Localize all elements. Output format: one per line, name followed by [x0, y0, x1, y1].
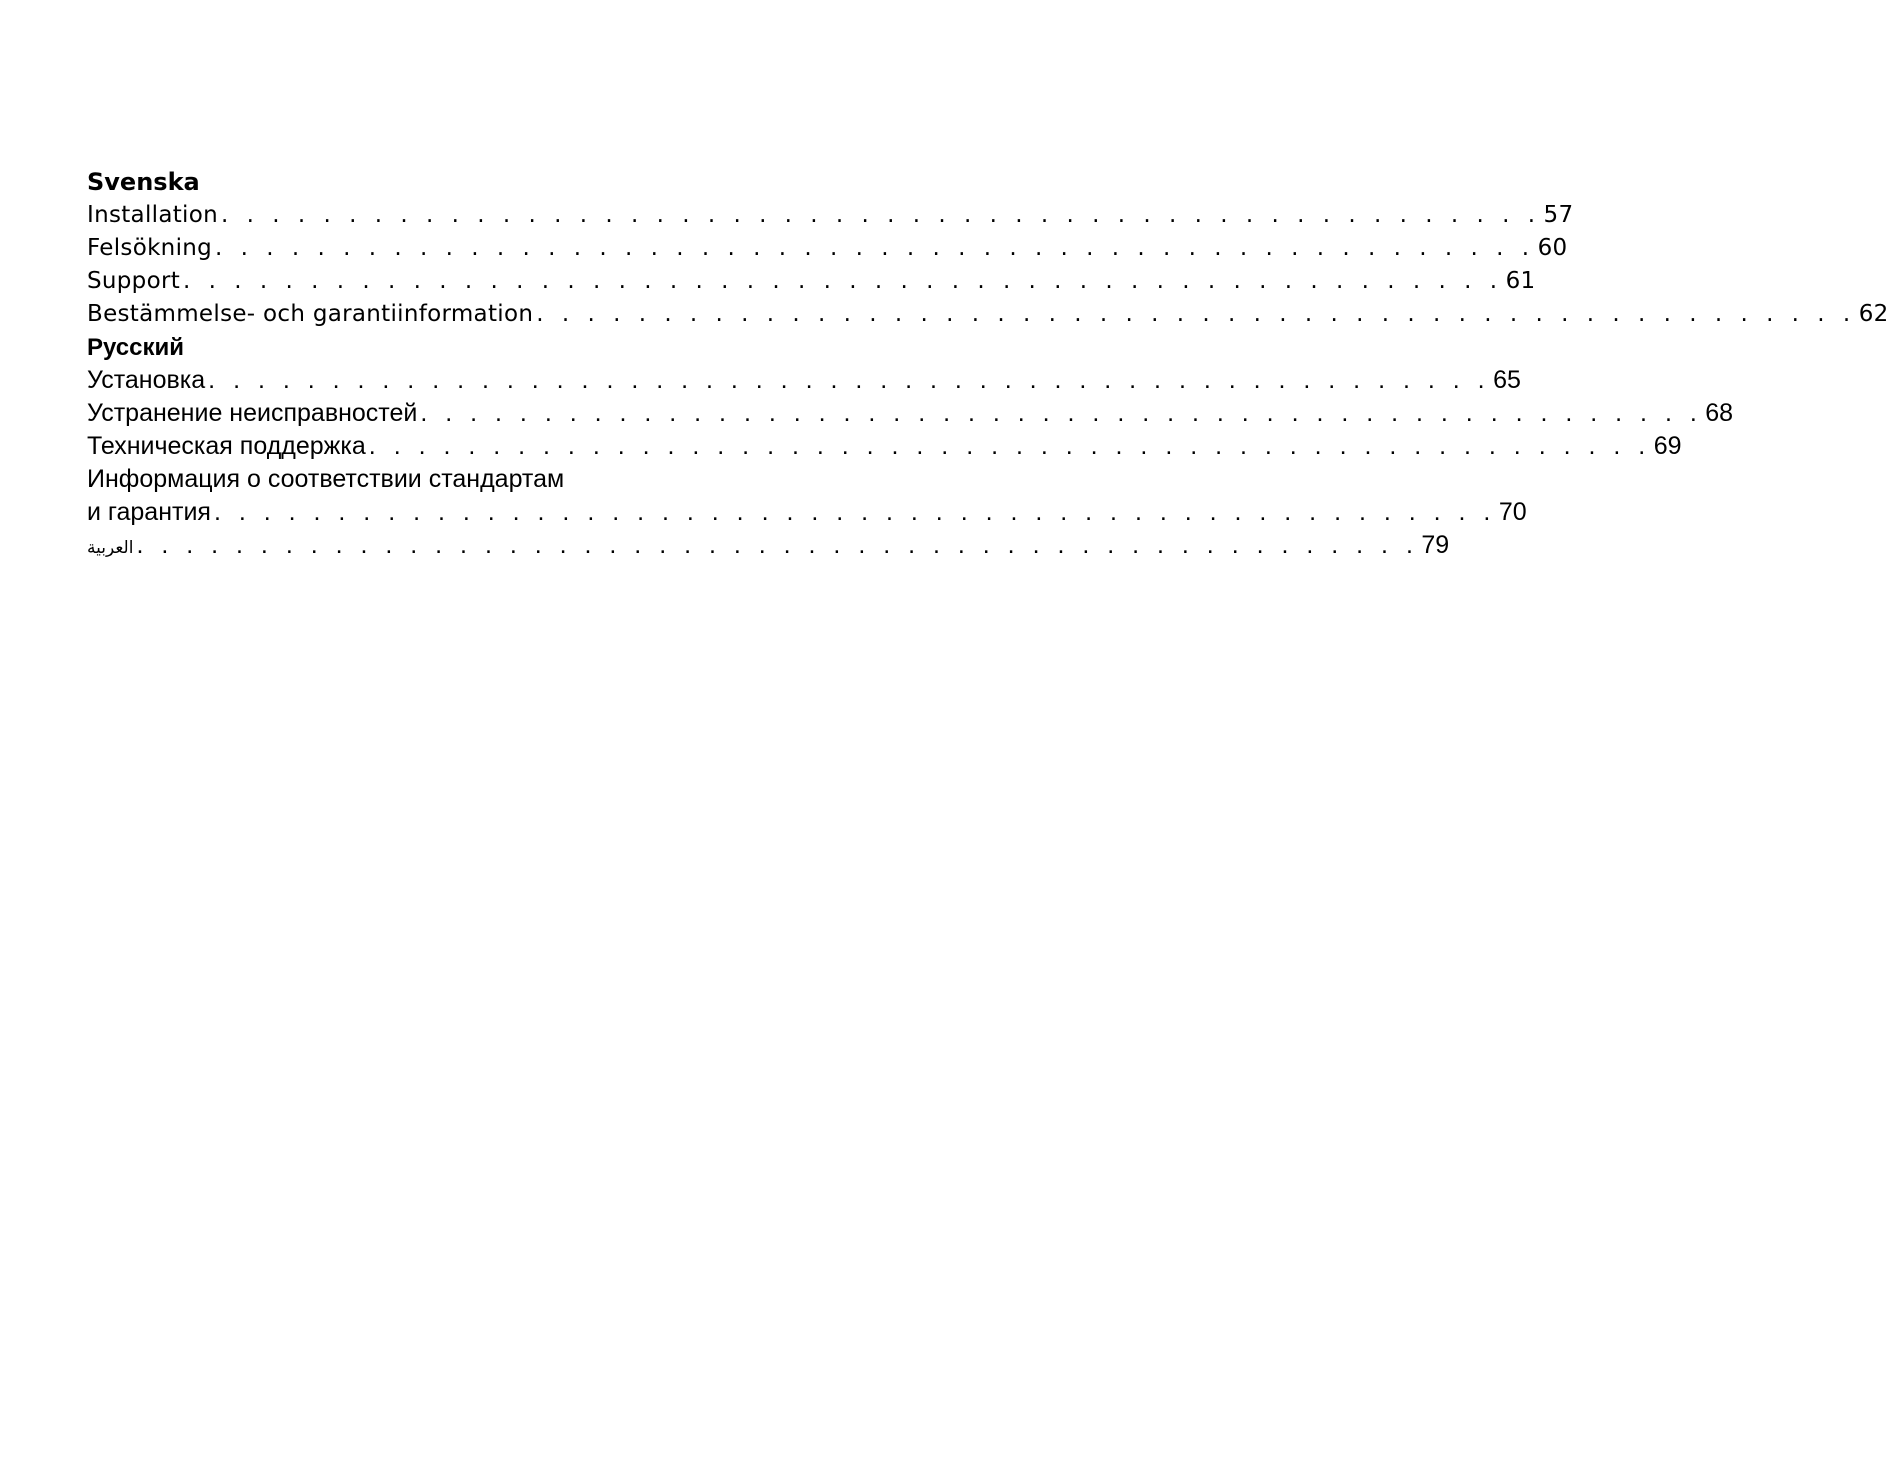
leader-dots: . . . . . . . . . . . . . . . . . . . . . . . . . . . . . . . . . . . . . . . . . . . . . . . . . . . .	[208, 366, 1491, 394]
toc-page-number: 57	[1543, 202, 1574, 228]
toc-entry-informatsiya-line1[interactable]: Информация о соответствии стандартам	[87, 465, 565, 493]
toc-entry-installation[interactable]	[87, 199, 1574, 232]
toc-entry-ustanovka[interactable]	[87, 364, 1521, 397]
leader-dots: . . . . . . . . . . . . . . . . . . . . . . . . . . . . . . . . . . . . . . . . . . . . . . . . . . . .	[183, 268, 1503, 294]
toc-entry-label: Техническая поддержка	[87, 432, 366, 460]
toc-entry-informatsiya[interactable]	[87, 496, 1527, 529]
toc-page-number: 65	[1493, 366, 1521, 394]
toc-entry-ustranenie[interactable]	[87, 397, 1734, 430]
leader-dots: . . . . . . . . . . . . . . . . . . . . . . . . . . . . . . . . . . . . . . . . . . . . . . . . . . . .	[536, 301, 1856, 327]
toc-entry-bestammelse[interactable]	[87, 298, 1889, 331]
leader-dots: . . . . . . . . . . . . . . . . . . . . . . . . . . . . . . . . . . . . . . . . . . . . . . . . . . . .	[221, 202, 1541, 228]
leader-dots: . . . . . . . . . . . . . . . . . . . . . . . . . . . . . . . . . . . . . . . . . . . . . . . . . . . .	[215, 235, 1535, 261]
toc-entry-support[interactable]	[87, 265, 1536, 298]
toc-entry-podderzhka[interactable]	[87, 430, 1682, 463]
toc-page-number: 61	[1505, 268, 1536, 294]
toc-page-number: 60	[1537, 235, 1568, 261]
toc-entry-felsokning[interactable]	[87, 232, 1568, 265]
leader-dots: . . . . . . . . . . . . . . . . . . . . . . . . . . . . . . . . . . . . . . . . . . . . . . . . . . . .	[136, 531, 1419, 559]
toc-entry-label: Installation	[87, 202, 218, 228]
toc-entry-label: и гарантия	[87, 498, 211, 526]
toc-entry-label: Устранение неисправностей	[87, 399, 418, 427]
toc-page-number: 69	[1653, 432, 1682, 460]
toc-page-number: 62	[1858, 301, 1889, 327]
toc-entry-label: Установка	[87, 366, 206, 394]
toc-page-number: 68	[1705, 399, 1734, 427]
leader-dots: . . . . . . . . . . . . . . . . . . . . . . . . . . . . . . . . . . . . . . . . . . . . . . . . . . . .	[420, 399, 1703, 427]
toc-page-number: 70	[1498, 498, 1527, 526]
leader-dots: . . . . . . . . . . . . . . . . . . . . . . . . . . . . . . . . . . . . . . . . . . . . . . . . . . . .	[368, 432, 1651, 460]
toc-entry-label: Support	[87, 268, 181, 294]
toc-page-number: 79	[1421, 531, 1450, 559]
toc-entry-label: Felsökning	[87, 235, 213, 261]
toc-entry-label: Bestämmelse- och garantiinformation	[87, 301, 534, 327]
table-of-contents	[87, 166, 1889, 562]
leader-dots: . . . . . . . . . . . . . . . . . . . . . . . . . . . . . . . . . . . . . . . . . . . . . . . . . . . .	[213, 498, 1496, 526]
section-heading-svenska: Svenska	[87, 168, 200, 196]
section-heading-russkiy: Русский	[87, 334, 184, 361]
toc-entry-arabic[interactable]	[87, 529, 1450, 562]
toc-entry-label: العربية	[87, 538, 134, 558]
